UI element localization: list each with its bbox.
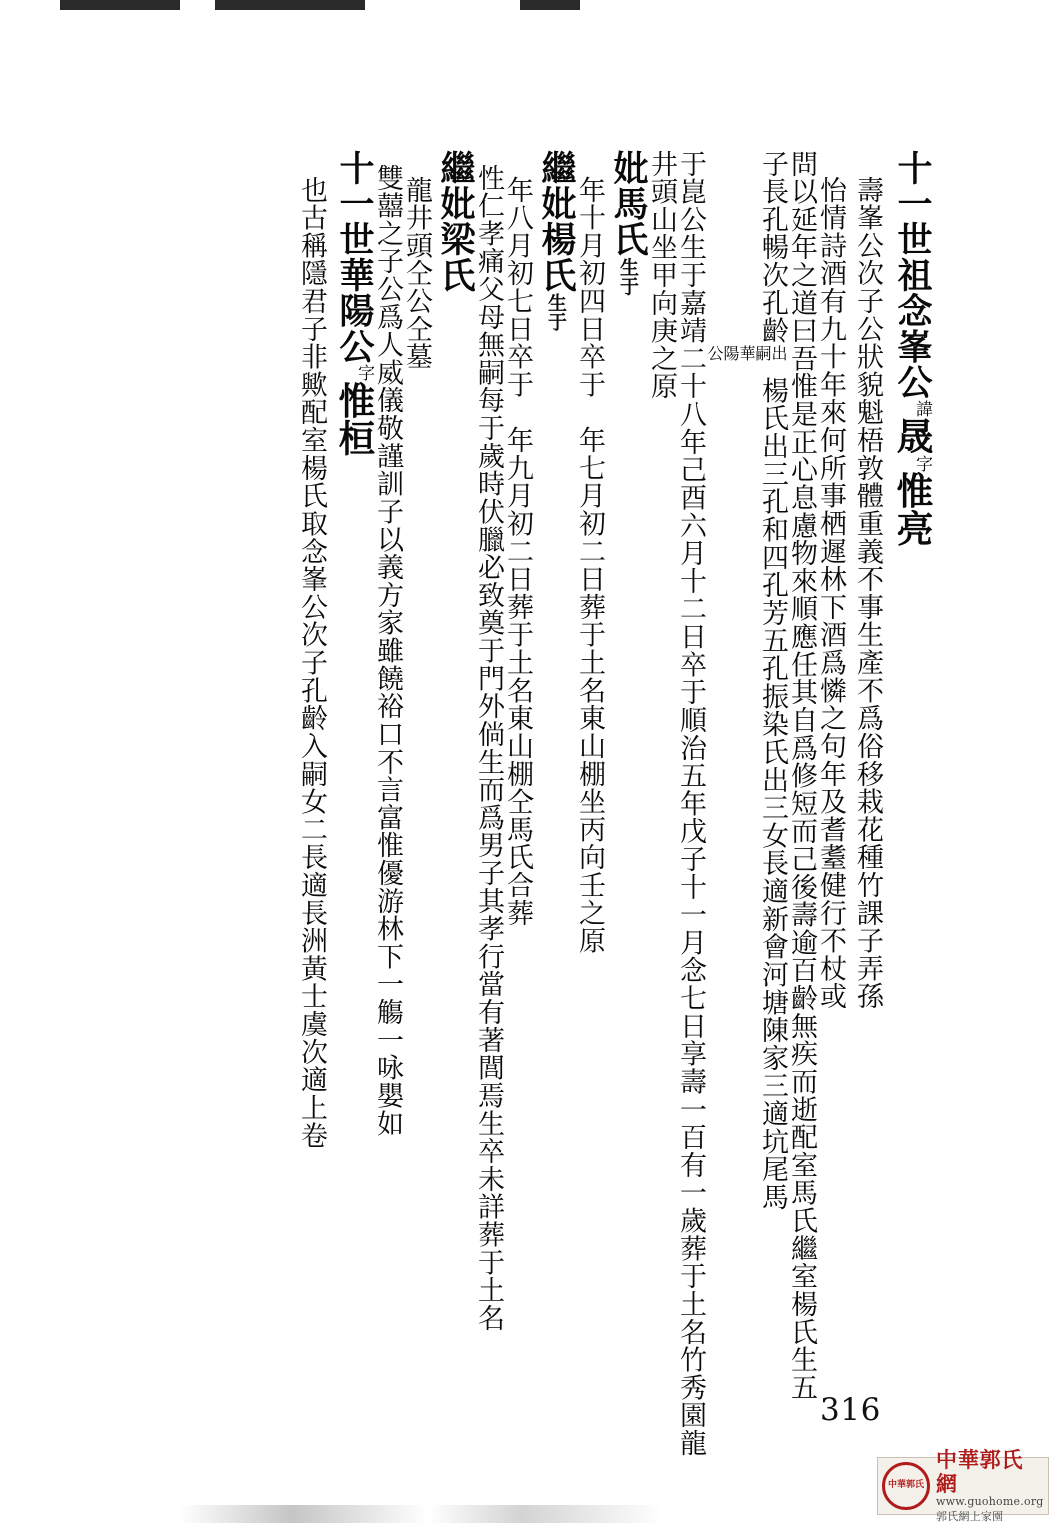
body-column-6	[677, 150, 704, 1457]
heading-text: 十一世祖念峯公	[892, 150, 933, 400]
body-column-consort-yang	[504, 150, 531, 927]
body-column-2	[854, 150, 881, 1010]
scan-artifact-top-left	[60, 0, 180, 10]
inline-note-adopted: 出嗣華陽公	[705, 344, 788, 362]
body-column-7	[648, 150, 675, 400]
body-text: 怡情詩酒有九十年來何所事栖遲林下酒爲憐之句年及耆耋健行不杖或	[815, 176, 846, 1011]
birth-label: 生于	[617, 257, 639, 296]
scan-artifact-top-mid	[215, 0, 365, 10]
body-column-consort-liang	[403, 150, 430, 371]
heading-style-name: 惟桓	[332, 381, 376, 457]
body-text-b: 楊氏出三孔和四孔芳五孔振染氏出三女長適新會河塘陳家三適坑尾馬	[757, 376, 788, 1211]
body-column-4	[788, 150, 815, 1401]
body-column-10	[475, 150, 502, 1332]
heading-note-hui: 諱	[912, 399, 932, 417]
body-text: 壽峯公次子公狀貌魁梧敦體重義不事生產不爲俗移栽花種竹課子弄孫	[852, 176, 883, 1011]
body-text: 龍井頭仝公仝墓	[401, 176, 432, 371]
consort-name: 繼妣梁氏	[435, 150, 476, 293]
body-column-consort-ma	[576, 150, 603, 955]
birth-label: 生于	[545, 292, 567, 331]
body-column-5	[706, 150, 786, 1211]
scan-artifact-top-right	[520, 0, 580, 10]
body-text: 井頭山坐甲向庚之原	[646, 150, 677, 401]
body-text-a: 子長孔暢次孔齡	[757, 150, 788, 345]
body-column-14	[298, 150, 325, 1149]
watermark-text-block	[936, 1448, 1044, 1523]
heading-consort-ma	[608, 150, 649, 296]
body-text: 雙囍之子公爲人威儀敬謹訓子以義方家雖饒裕口不言富惟優游林下一觴一咏嬰如	[372, 164, 403, 1138]
heading-consort-liang	[435, 150, 476, 293]
body-column-12	[374, 150, 401, 1137]
body-text: 年十月初四日卒于 年七月初二日葬于土名東山棚坐丙向壬之原	[574, 176, 605, 955]
body-text: 也古稱隱君子非歟配室楊氏取念峯公次子孔齡入嗣女二長適長洲黃士虞次適上卷	[296, 176, 327, 1150]
body-text: 性仁孝痛父母無嗣每于歲時伏臘必致奠于門外倘生而爲男子其孝行當有著閭焉生卒未詳葬于土名	[473, 164, 504, 1333]
heading-given-name: 晟	[890, 416, 934, 455]
heading-consort-yang	[536, 150, 577, 331]
page-number: 316	[819, 1392, 881, 1428]
watermark-logo	[877, 1447, 1049, 1523]
heading-note-zi: 字	[354, 364, 374, 382]
heading-style-name: 惟亮	[890, 471, 934, 548]
watermark-tagline: 郭氏網上家園	[936, 1509, 1004, 1523]
scan-artifact-bottom	[180, 1505, 800, 1523]
body-text: 年八月初七日卒于 年九月初二日葬于土名東山棚仝馬氏合葬	[502, 176, 533, 927]
consort-name: 妣馬氏	[608, 150, 649, 258]
heading-note-zi: 字	[912, 454, 932, 472]
watermark-url: www.guohome.org	[936, 1494, 1044, 1508]
consort-name: 繼妣楊氏	[536, 150, 577, 293]
watermark-title: 中華郭氏網	[936, 1447, 1024, 1496]
heading-eleventh-ancestor	[890, 150, 934, 548]
body-text: 問以延年之道曰吾惟是正心息慮物來順應任其自爲修短而己後壽逾百齡無疾而逝配室馬氏繼室楊氏生五	[786, 150, 817, 1402]
seal-icon: 中華郭氏	[882, 1462, 930, 1510]
heading-huayang-gong	[332, 150, 376, 457]
body-text: 于崑公生于嘉靖二十八年己酉六月十二日卒于順治五年戊子十一月念七日享壽一百有一歲葬于土名竹秀園龍	[675, 150, 706, 1458]
body-column-3	[817, 150, 844, 1010]
heading-text: 十一世華陽公	[334, 150, 375, 365]
